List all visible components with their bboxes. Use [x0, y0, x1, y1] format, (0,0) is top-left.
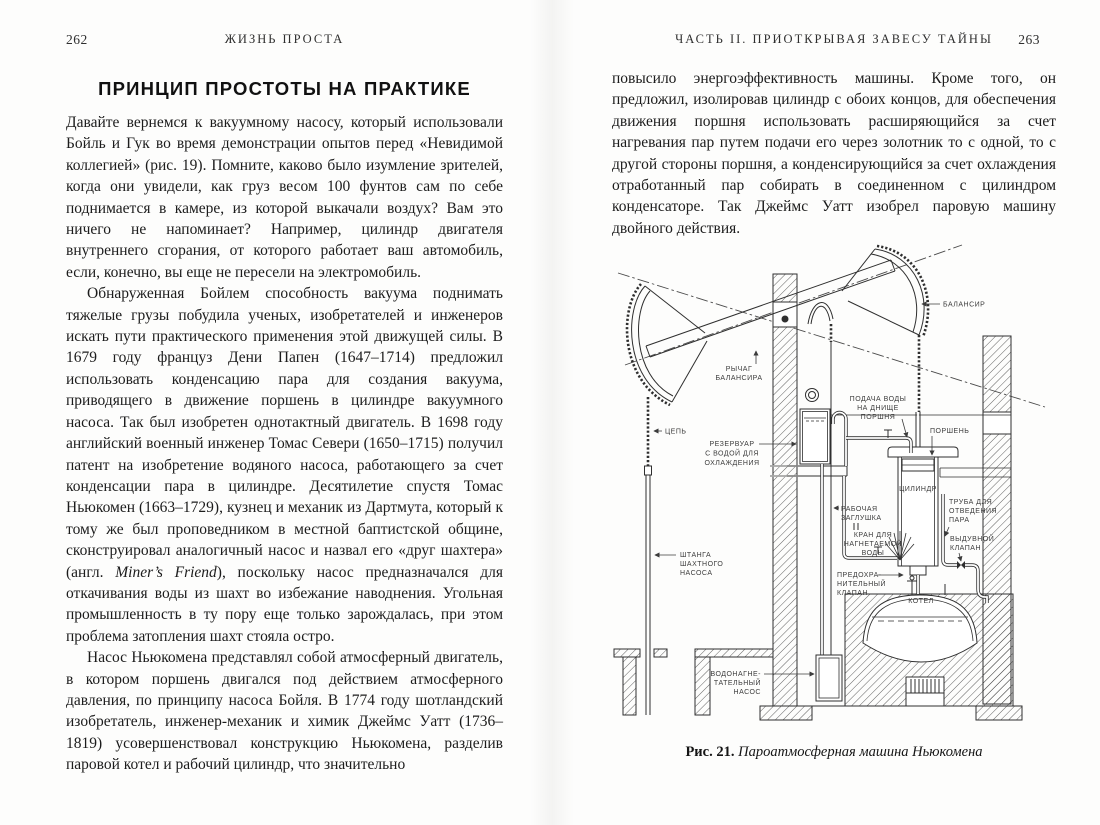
left-page-header	[66, 32, 503, 48]
figure-caption	[612, 744, 1056, 761]
leader-line	[945, 527, 949, 536]
diagram-label-water-supply: ПОДАЧА ВОДЫ	[849, 396, 907, 403]
running-head: ЖИЗНЬ ПРОСТА	[224, 32, 345, 46]
diagram-label-steam-pipe: ОТВЕДЕНИЯ	[949, 508, 998, 515]
steam-regulator	[910, 566, 926, 575]
paragraph: повысило энергоэффективность машины. Кроме того, он предложил, изолировав цилиндр с обоих концов, для обеспечения движения поршня использовать расширяющийся за счет нагревания пар путем подачи его через золотник то с одной, то с другой стороны поршня, а конденсирующийся за счет охлаждения отработанный пар собирать в соединенном с цилиндром конденсаторе. Так Джеймс Уатт изобрел паровую машину двойного действия.	[612, 70, 1056, 237]
diagram-label-working-plug: ЗАГЛУШКА	[841, 515, 882, 522]
diagram-label-water-tap: НАГНЕТАЕМОЙ	[843, 541, 903, 548]
shaft-wall	[623, 657, 636, 715]
diagram-label-blow-valve: КЛАПАН	[950, 545, 982, 552]
diagram-label-water-tap: ВОДЫ	[861, 550, 885, 557]
diagram-label-boiler: КОТЕЛ	[908, 598, 934, 605]
diagram-label-beam-lever: РЫЧАГ	[725, 366, 753, 373]
ground	[654, 649, 667, 657]
figure-caption-text: Пароатмосферная машина Ньюкомена	[734, 744, 983, 760]
masonry-column	[773, 274, 797, 302]
diagram-label-reservoir: С ВОДОЙ ДЛЯ	[705, 450, 759, 458]
diagram-label-steam-pipe: ПАРА	[949, 517, 970, 524]
left-page	[66, 32, 503, 776]
masonry-column	[773, 327, 797, 706]
diagram-label-water-supply: НА ДНИЩЕ	[857, 405, 899, 412]
foundation-block	[976, 706, 1022, 720]
floor-beam	[770, 466, 1011, 477]
ground	[695, 649, 773, 657]
diagram-label-steam-pipe: ТРУБА ДЛЯ	[949, 499, 993, 506]
shaft-wall	[695, 657, 710, 715]
right-page	[612, 32, 1056, 825]
wall-porthole	[806, 389, 819, 402]
mine-pump-rod	[646, 475, 650, 715]
diagram-label-pump-rod: ШТАНГА	[680, 552, 712, 559]
paragraph-italic-text: Miner’s Friend	[115, 563, 217, 581]
plug-rod-ticks	[854, 523, 858, 530]
ground	[614, 649, 640, 657]
diagram-label-working-plug: РАБОЧАЯ	[841, 506, 878, 513]
plug-rod-arch	[808, 303, 833, 324]
diagram-label-reservoir: ОХЛАЖДЕНИЯ	[704, 460, 760, 467]
foundation-block	[760, 706, 812, 720]
masonry-column-gap	[773, 302, 797, 327]
diagram-label-safety-valve: НИТЕЛЬНЫЙ	[837, 581, 887, 588]
diagram-label-chain: ЦЕПЬ	[665, 428, 687, 436]
cooling-reservoir	[800, 409, 830, 464]
diagram-label-safety-valve: ПРЕДОХРА-	[837, 572, 882, 579]
leader-line	[902, 419, 907, 437]
beam-pivot	[782, 316, 789, 323]
diagram-label-pump-rod: ШАХТНОГО	[680, 561, 724, 568]
right-page-header	[612, 32, 1056, 48]
diagram-label-pump-rod: НАСОСА	[680, 570, 713, 577]
newcomen-engine-diagram	[610, 241, 1058, 735]
page-gutter	[530, 0, 574, 825]
diagram-label-cylinder: ЦИЛИНДР	[899, 486, 937, 493]
page-number: 262	[66, 32, 88, 47]
diagram-drawing	[614, 245, 1045, 720]
balancer-beam	[646, 260, 895, 357]
diagram-label-beam-lever: БАЛАНСИРА	[715, 375, 763, 382]
paragraph-text: ), поскольку насос предназначался для откачивания воды из шахт во избежание наводнения. Угольная промышленность в ту пору еще только зарождалась, при этом проблема затопления шахт стояла остро.	[66, 563, 503, 645]
left-arch-head	[627, 284, 707, 405]
figure-caption-label: Рис. 21.	[685, 744, 735, 760]
paragraph: Насос Ньюкомена представлял собой атмосферный двигатель, в котором поршень двигался под действием атмосферного давления, по принципу насоса Бойля. В 1774 году шотландский изобретатель, инженер-механик и химик Джеймс Уатт (1736–1819) усовершенствовал конструкцию Ньюкомена, разделив паровой котел и рабочий цилиндр, что значительно	[66, 649, 503, 774]
diagram-label-blow-valve: ВЫДУВНОЙ	[950, 536, 995, 543]
chain-link	[645, 466, 652, 475]
diagram-label-feed-pump: НАСОС	[733, 689, 761, 696]
right-arch-head	[842, 246, 928, 337]
diagram-label-balancer: БАЛАНСИР	[943, 301, 986, 309]
furnace-mouth	[906, 677, 944, 706]
diagram-label-water-supply: ПОРШНЯ	[860, 414, 896, 421]
diagram-label-feed-pump: ТАТЕЛЬНЫЙ	[713, 680, 761, 687]
feed-pump-body	[816, 655, 842, 701]
paragraph: Давайте вернемся к вакуумному насосу, который использовали Бойль и Гук во время демонстрации опытов перед «Невидимой коллегией» (рис. 19). Помните, каково было изумление зрителей, когда они увидели, как груз весом 100 фунтов сам по себе поднимается в камере, из которой выкачали воздух? Вам это ничего не напоминает? Например, цилиндр двигателя внутреннего сгорания, от которого работает ваш автомобиль, если, конечно, вы еще не пересели на электромобиль.	[66, 114, 503, 281]
piston	[902, 459, 934, 471]
paragraph	[66, 283, 503, 647]
diagram-label-safety-valve: КЛАПАН	[837, 590, 869, 597]
leader-line	[959, 553, 961, 561]
reservoir-overflow-pipe	[833, 413, 846, 467]
diagram-label-feed-pump: ВОДОНАГНЕ-	[710, 671, 761, 678]
chapter-title: ПРИНЦИП ПРОСТОТЫ НА ПРАКТИКЕ	[98, 78, 471, 99]
wall-porthole	[809, 392, 816, 399]
running-head: ЧАСТЬ II. ПРИОТКРЫВАЯ ЗАВЕСУ ТАЙНЫ	[675, 32, 993, 46]
diagram-label-water-tap: КРАН ДЛЯ	[853, 532, 893, 539]
diagram-label-reservoir: РЕЗЕРВУАР	[709, 441, 755, 448]
diagram-label-piston: ПОРШЕНЬ	[930, 428, 970, 435]
paragraph-text: Обнаруженная Бойлем способность вакуума поднимать тяжелые грузы побудила ученых, изобретателей и инженеров искать пути практического применения этой движущей силы. В 1679 году француз Дени Папен (1647–1714) предложил использовать конденсацию пара для создания вакуума, приводящего в движение поршень в цилиндре вакуумного насоса. Так был изобретен однотактный двигатель. В 1698 году английский военный инженер Томас Севери (1650–1715) получил патент на изобретение водяного насоса, работающего за счет конденсации пара в цилиндре. Десятилетие спустя Томас Ньюкомен (1663–1729), кузнец и механик из Дартмута, который к тому же был проповедником в местной баптистской общине, сконструировал аналогичный насос и назвал его «друг шахтера» (англ.	[66, 285, 503, 581]
safety-valve	[907, 576, 917, 595]
page-number: 263	[1018, 32, 1040, 47]
blow-valve	[957, 561, 965, 569]
boiler-dome	[863, 595, 977, 662]
